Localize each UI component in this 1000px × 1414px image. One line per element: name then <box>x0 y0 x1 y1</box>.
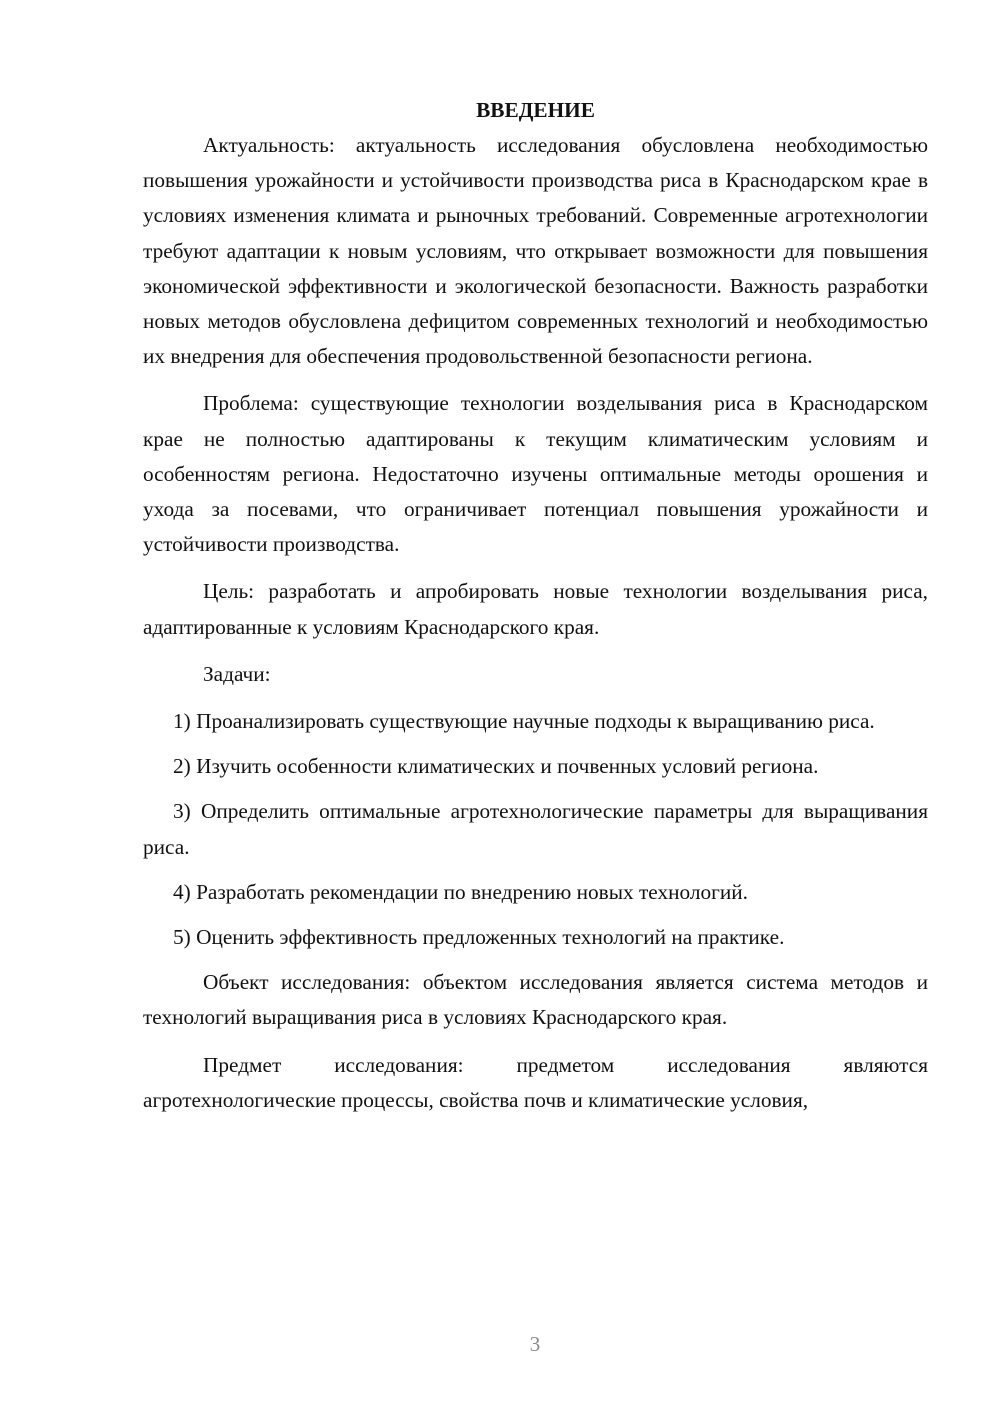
task-item-1: 1) Проанализировать существующие научные подходы к выращиванию риса. <box>173 709 875 734</box>
paragraph-object: Объект исследования: объектом исследования является система методов и технологий выращивания риса в условиях Краснодарского края. <box>143 970 928 1030</box>
task-item-2: 2) Изучить особенности климатических и почвенных условий региона. <box>173 754 819 779</box>
tasks-label: Задачи: <box>203 661 271 686</box>
paragraph-subject: Предмет исследования: предметом исследования являются агротехнологические процессы, свойства почв и климатические условия, <box>143 1052 928 1112</box>
page-number: 3 <box>529 1332 541 1356</box>
task-item-5: 5) Оценить эффективность предложенных технологий на практике. <box>173 925 785 950</box>
paragraph-relevance: Актуальность: актуальность исследования обусловлена необходимостью повышения урожайности и устойчивости производства риса в Краснодарском крае в условиях изменения климата и рыночных требований. Современные агротехнологии требуют адаптации к новым условиям, что открывает возможности для повышения экономической эффективности и экологической безопасности. Важность разработки новых методов обусловлена дефицитом современных технологий и необходимостью их внедрения для обеспечения продовольственной безопасности региона. <box>143 133 928 369</box>
task-item-4: 4) Разработать рекомендации по внедрению новых технологий. <box>173 879 748 904</box>
paragraph-goal: Цель: разработать и апробировать новые технологии возделывания риса, адаптированные к условиям Краснодарского края. <box>143 579 928 639</box>
task-item-3: 3) Определить оптимальные агротехнологические параметры для выращивания риса. <box>143 799 928 859</box>
document-body <box>143 93 928 1130</box>
page-title: ВВЕДЕНИЕ <box>476 98 595 122</box>
paragraph-problem: Проблема: существующие технологии возделывания риса в Краснодарском крае не полностью адаптированы к текущим климатическим условиям и особенностям региона. Недостаточно изучены оптимальные методы орошения и ухода за посевами, что ограничивает потенциал повышения урожайности и устойчивости производства. <box>143 391 928 557</box>
